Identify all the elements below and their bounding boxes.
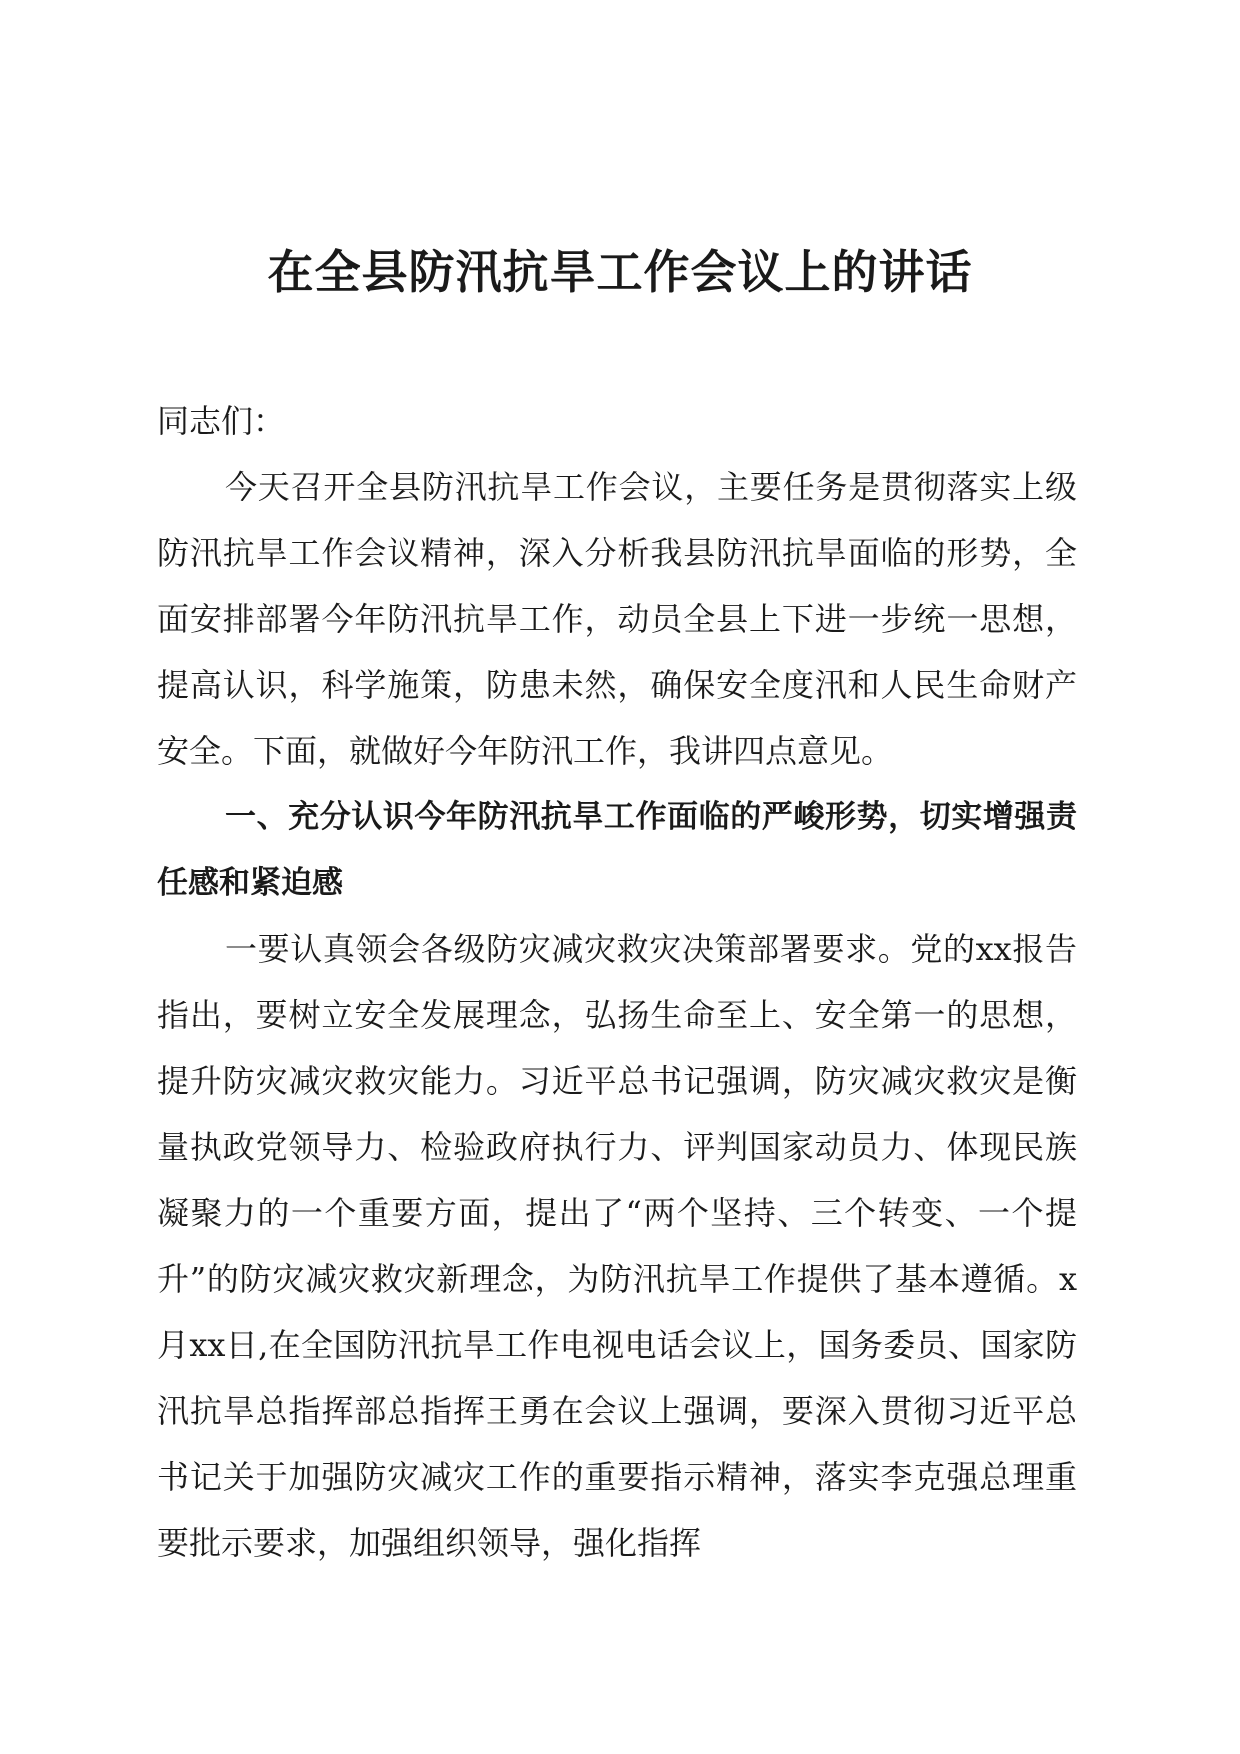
section-1-paragraph: 一要认真领会各级防灾减灾救灾决策部署要求。党的xx报告指出，要树立安全发展理念，弘扬生命至上、安全第一的思想，提升防灾减灾救灾能力。习近平总书记强调，防灾减灾救灾是衡量执政党领导力、检验政府执行力、评判国家动员力、体现民族凝聚力的一个重要方面，提出了“两个坚持、三个转变、一个提升”的防灾减灾救灾新理念，为防汛抗旱工作提供了基本遵循。x月xx日,在全国防汛抗旱工作电视电话会议上，国务委员、国家防汛抗旱总指挥部总指挥王勇在会议上强调，要深入贯彻习近平总书记关于加强防灾减灾工作的重要指示精神，落实李克强总理重要批示要求，加强组织领导，强化指挥: [157, 930, 1077, 1562]
document-title: 在全县防汛抗旱工作会议上的讲话: [267, 245, 973, 299]
salutation: 同志们：: [157, 402, 286, 440]
intro-paragraph: 今天召开全县防汛抗旱工作会议，主要任务是贯彻落实上级防汛抗旱工作会议精神，深入分析我县防汛抗旱面临的形势，全面安排部署今年防汛抗旱工作，动员全县上下进一步统一思想，提高认识，科学施策，防患未然，确保安全度汛和人民生命财产安全。下面，就做好今年防汛工作，我讲四点意见。: [157, 468, 1077, 770]
section-heading-1: 一、充分认识今年防汛抗旱工作面临的严峻形势，切实增强责任感和紧迫感: [157, 799, 1077, 901]
document-body: [157, 388, 1077, 1576]
